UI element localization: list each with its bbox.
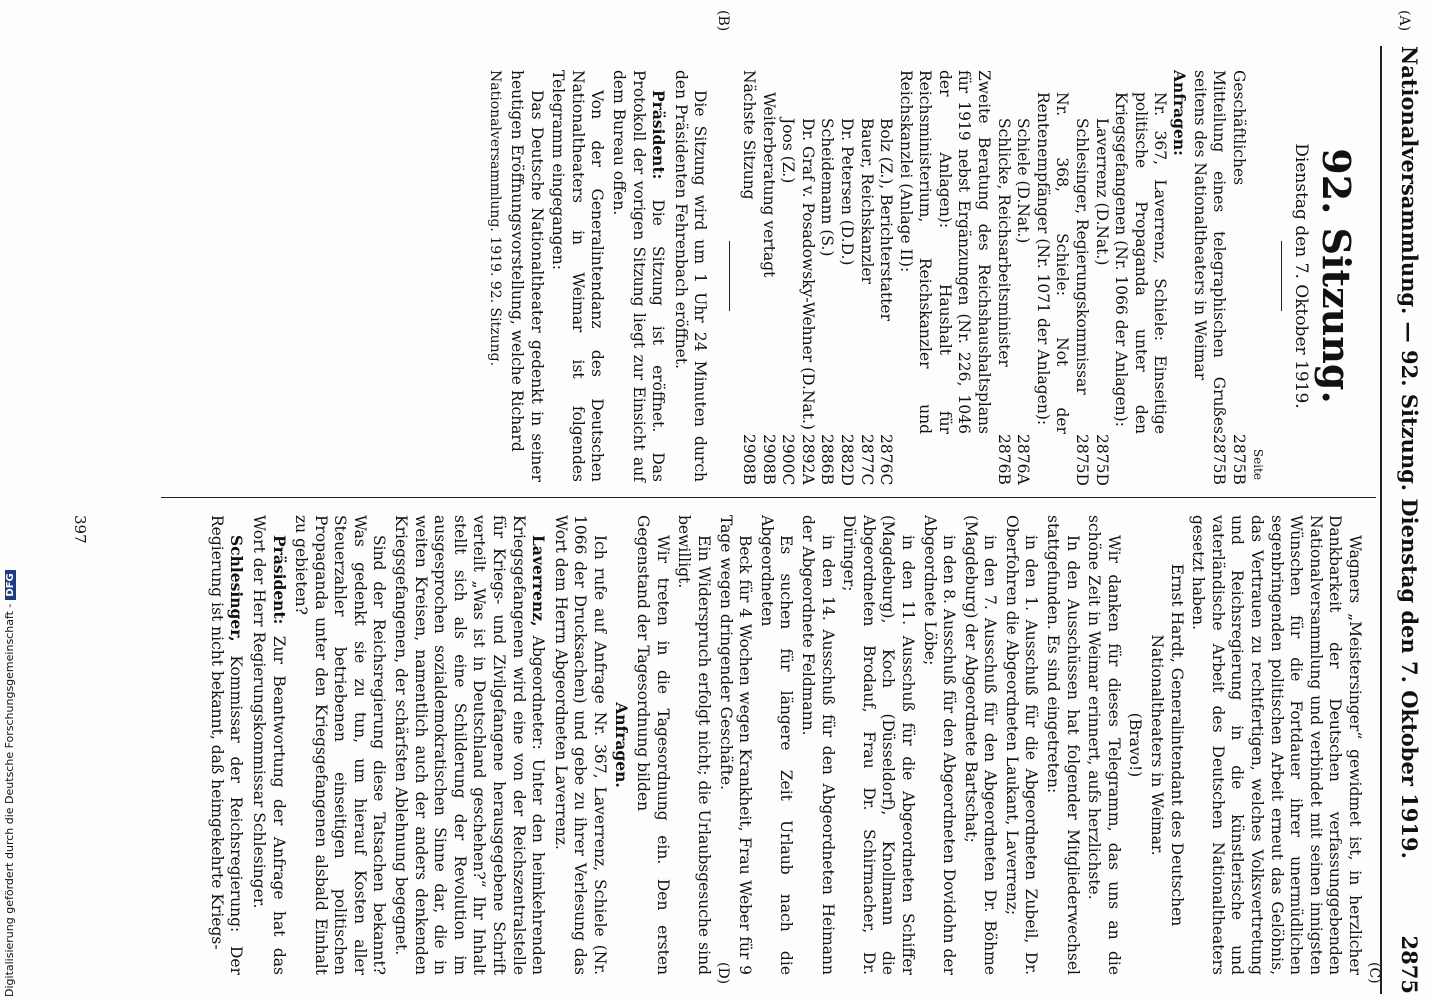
telegram-text: Wagners „Meistersinger“ gewidmet ist, in herzlicher Dankbarkeit der Deutschen verfassunggebenden Nationalversammlung und verbindet mit seinen innigsten Wünschen für die Fortdauer ihrer unermüdlichen segenbringenden politischen Arbeit erneut das Gelöbnis, das Vertrauen zu rechtfertigen, welches Volksvertretung und Reichsregierung in die künstlerische und vaterländische Arbeit des Deutschen Nationaltheaters gesetzt haben. — [1189, 515, 1364, 975]
toc-entry — [1032, 70, 1071, 482]
toc-entry-page: 2908B — [739, 434, 758, 485]
toc-entry-page: 2908B — [759, 434, 778, 485]
president-statement — [608, 70, 668, 482]
right-column — [204, 515, 1364, 975]
toc-entry-page: 2882D — [837, 434, 856, 486]
toc-entry — [1091, 70, 1111, 486]
toc-entry-text: Geschäftliches — [1229, 70, 1248, 186]
section-heading-anfragen: Anfragen. — [611, 702, 631, 788]
toc-entry-page: 2876B — [994, 434, 1013, 485]
paragraph: Beck für 4 Wochen wegen Krankheit, Frau Weber für 9 Tage wegen dringender Geschäfte. — [716, 515, 755, 975]
generalintendant-notice: Von der Generalintendanz des Deutschen Nationaltheaters in Weimar ist folgendes Telegramm eingegangen: — [549, 70, 607, 482]
paragraph: Wir danken für dieses Telegramm, das uns an die schöne Zeit in Weimar erinnert, aufs herzlichste. — [1085, 515, 1123, 975]
paragraph: in den 1. Ausschuß für die Abgeordneten Zubeil, Dr. Oberfohren die Abgeordneten Laukant, Laverrenz; — [1002, 515, 1041, 975]
toc-entry — [758, 70, 778, 485]
toc-entry-text: Schlesinger, Regierungskommissar — [1073, 118, 1092, 395]
paragraph: Ein Widerspruch erfolgt nicht; die Urlaubsgesuche sind bewilligt. — [675, 515, 713, 975]
toc-entry — [1111, 70, 1170, 482]
running-title: Nationalversammlung. — 92. Sitzung. Dienstag den 7. Oktober 1919. — [1397, 46, 1422, 859]
margin-marker-b: (B) — [715, 10, 731, 32]
president-speech — [248, 515, 288, 975]
paragraph: In den Ausschüssen hat folgender Mitgliederwechsel stattgefunden. Es sind eingetreten: — [1044, 515, 1082, 975]
toc-entry-text: Zweite Beratung des Reichshaushaltsplans für 1919 nebst Ergänzungen (Nr. 226, 1046 der Anlagen): Haushalt für Reichsministerium, Reichskanzler und Reichskanzlei (Anlage II): — [896, 70, 994, 434]
toc-entry-text: Weiterberatung vertagt — [759, 92, 778, 278]
seite-label: Seite — [1251, 448, 1266, 480]
paragraph: in den 8. Ausschuß für den Abgeordneten Dovidohn der Abgeordnete Löbe; — [920, 515, 959, 975]
toc-entry-page: 2875D — [1073, 434, 1092, 486]
toc-entry-text: Scheidemann (S.) — [818, 118, 837, 257]
toc-entry — [817, 70, 837, 485]
paragraph: in den 11. Ausschuß für die Abgeordneten Schiffer (Magdeburg), Koch (Düsseldorf), Knollmann die Abgeordneten Brodauf, Frau Dr. Schirmacher, Dr. Düringer; — [840, 515, 917, 975]
toc-entry-text: Dr. Petersen (D.D.) — [837, 118, 856, 266]
schlesinger-speech — [206, 515, 246, 975]
paragraph: in den 7. Ausschuß für den Abgeordneten Dr. Böhme (Magdeburg) der Abgeordnete Bartschat; — [961, 515, 1000, 975]
telegram-signature: Ernst Hardt, Generalintendant des Deutschen Nationaltheaters in Weimar. — [1148, 563, 1186, 927]
session-date: Dienstag den 7. Oktober 1919. — [1291, 143, 1311, 409]
short-rule — [729, 241, 730, 311]
toc-entry-page: 2886B — [818, 434, 837, 485]
toc-entry-text: Bolz (Z.), Berichterstatter — [877, 118, 896, 322]
toc-entry-page: 2875D — [1092, 434, 1111, 486]
toc-entry-text: Dr. Graf v. Posadowsky-Wehner (D.Nat.) — [798, 118, 817, 430]
toc-entry-text: Laverrenz (D.Nat.) — [1092, 118, 1111, 266]
table-of-contents — [738, 70, 1248, 486]
speaker-label: Schlesinger, — [227, 535, 247, 642]
margin-marker-c: (C) — [1366, 962, 1382, 984]
speech-text: Abgeordneter: Unter den heimkehrenden Kriegsgefangenen wird eine von der Reichszentralstelle für Kriegs- und Zivilgefangene herausgegebene Schrift verteilt „Was ist in Deutschland geschehen?“ Ihr Inhalt stellt sich als eine Schilderung der Revolution im ausgesprochen sozialdemokratischen Sinne dar, die in weiten Kreisen, namentlich auch der anders denkenden Kriegsgefangenen, der schärfsten Ablehnung begegnet. — [392, 515, 548, 976]
toc-entry-text: Schiele (D.Nat.) — [1014, 118, 1033, 244]
toc-entry — [738, 70, 758, 485]
toc-entry — [1013, 70, 1033, 485]
toc-entry-page: 2876C — [877, 434, 896, 486]
toc-entry-page: 2875B — [1210, 434, 1229, 485]
bravo-note: (Bravo!) — [1126, 712, 1145, 778]
digitization-credit — [3, 397, 16, 997]
toc-entry-text: Nächste Sitzung — [739, 70, 758, 200]
paragraph: Sind der Reichsregierung diese Tatsachen bekannt? Was gedenkt sie zu tun, um hierauf Kosten aller Steuerzahler betriebenen einseitigen politischen Propaganda unter den Kriegsgefangenen alsbald Einhalt zu gebieten? — [292, 515, 389, 975]
margin-marker-d: (D) — [715, 962, 731, 985]
toc-entry-page: 2877C — [857, 434, 876, 486]
paragraph: Es suchen für längere Zeit Urlaub nach die Abgeordneten — [757, 515, 796, 975]
dfg-logo-icon: DFG — [5, 570, 16, 599]
toc-entry-text: Joos (Z.) — [779, 118, 798, 184]
speech-text: Kommissar der Reichsregierung: Der Regierung ist nicht bekannt, daß heimgekehrte Kriegs- — [207, 515, 246, 975]
toc-entry — [1169, 70, 1189, 482]
toc-entry-text: Anfragen: — [1170, 70, 1190, 156]
toc-entry-text: Nr. 367, Laverrenz, Schiele: Einseitige politische Propaganda unter den Kriegsgefangenen (Nr. 1066 der Anlagen): — [1112, 92, 1170, 434]
column-divider — [161, 497, 1376, 498]
short-rule — [1281, 241, 1282, 311]
paragraph: Wir treten in die Tagesordnung ein. Den ersten Gegenstand der Tagesordnung bilden — [634, 515, 672, 975]
toc-entry — [876, 70, 896, 486]
toc-entry — [836, 70, 856, 486]
telegram-start: Das Deutsche Nationaltheater gedenkt in seiner heutigen Eröffnungsvorstellung, welche Richard — [508, 70, 546, 482]
toc-entry — [856, 70, 876, 486]
speech-text: Zur Beantwortung der Anfrage hat das Wort der Herr Regierungskommissar Schlesinger. — [249, 515, 288, 975]
toc-entry-page: 2892A — [798, 434, 817, 485]
toc-entry-text: Bauer, Reichskanzler — [857, 118, 876, 285]
toc-entry-text: Schlicke, Reichsarbeitsminister — [994, 118, 1013, 367]
toc-entry — [1189, 70, 1229, 485]
laverrenz-speech — [391, 515, 549, 975]
speaker-label: Präsident: — [649, 90, 669, 180]
toc-entry — [1071, 70, 1092, 486]
speech-text: Die Sitzung ist eröffnet. Das Protokoll der vorigen Sitzung liegt zur Einsicht auf dem Bureau offen. — [610, 70, 668, 482]
credit-text: Digitalisierung gefördert durch die Deutsche Forschungsgemeinschaft - — [3, 603, 16, 997]
toc-entry — [778, 70, 798, 486]
speaker-label: Laverrenz, — [529, 535, 549, 627]
left-column — [483, 70, 1364, 486]
paragraph: Ich rufe auf Anfrage Nr. 367, Laverrenz, Schiele (Nr. 1066 der Drucksachen) und gebe zu ihrer Verlesung das Wort dem Herrn Abgeordneten Laverrenz. — [551, 515, 610, 975]
toc-entry — [1228, 70, 1248, 485]
toc-entry — [895, 70, 993, 482]
toc-entry-text: Nr. 368, Schiele: Not der Rentenempfänger (Nr. 1071 der Anlagen): — [1033, 92, 1072, 434]
session-heading: 92. Sitzung. — [1314, 148, 1359, 404]
speaker-label: Präsident: — [269, 535, 289, 625]
toc-entry-text: Mitteilung eines telegraphischen Grußes seitens des Nationaltheaters in Weimar — [1190, 70, 1229, 434]
toc-entry — [797, 70, 817, 485]
toc-entry-page: 2900C — [779, 434, 798, 486]
page-number: 2875 — [1397, 935, 1422, 994]
toc-entry-page: 2876A — [1014, 434, 1033, 485]
sheet-number: 397 — [71, 515, 89, 544]
paragraph: in den 14. Ausschuß für den Abgeordneten Heimann der Abgeordnete Feldmann. — [798, 515, 837, 975]
footer-line: Nationalversammlung. 1919. 92. Sitzung. — [487, 70, 504, 367]
toc-entry-page: 2875B — [1229, 434, 1248, 485]
opening-notes — [485, 70, 710, 482]
margin-marker-a: (A) — [1396, 10, 1412, 32]
header-rule — [1380, 46, 1382, 994]
toc-entry — [993, 70, 1013, 485]
opening-text: Die Sitzung wird um 1 Uhr 24 Minuten durch den Präsidenten Fehrenbach eröffnet. — [671, 70, 710, 482]
